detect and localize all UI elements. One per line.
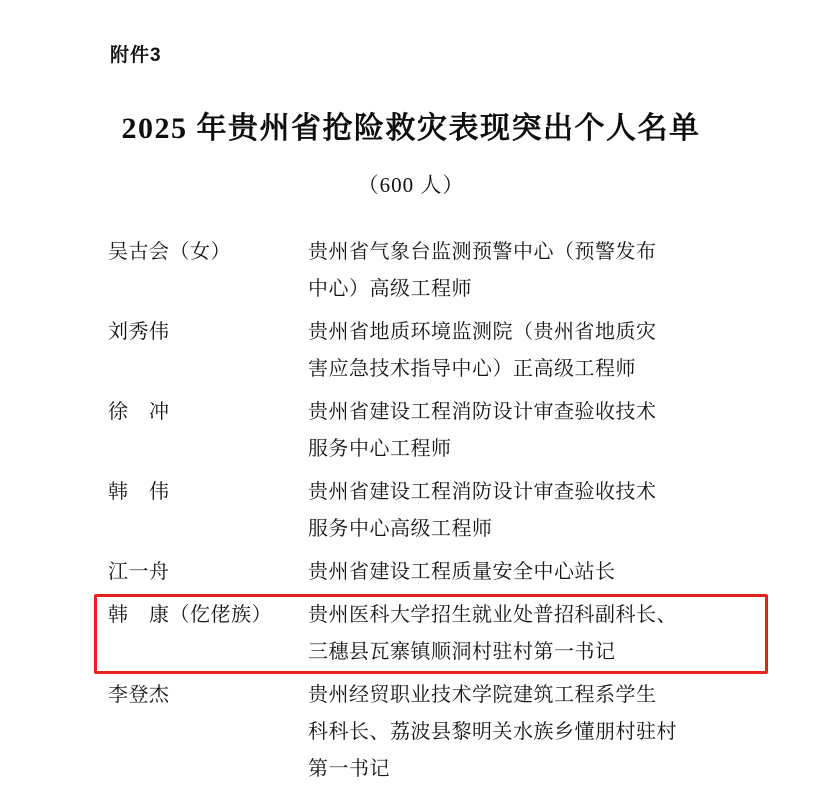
person-name: 李登杰 (108, 684, 170, 706)
affiliation-line: 害应急技术指导中心）正高级工程师 (308, 358, 636, 380)
affiliation-line: 贵州省建设工程消防设计审查验收技术 (308, 481, 657, 503)
affiliation-line: 贵州省建设工程质量安全中心站长 (308, 561, 616, 583)
affiliation-line: 贵州经贸职业技术学院建筑工程系学生 (308, 684, 657, 706)
page-subtitle: （600 人） (357, 173, 465, 197)
affiliation-line: 三穗县瓦寨镇顺洞村驻村第一书记 (308, 641, 616, 663)
list-item (108, 551, 752, 594)
affiliation-line: 贵州省气象台监测预警中心（预警发布 (308, 241, 657, 263)
person-name: 韩 康（仡佬族） (108, 604, 272, 626)
list-item (108, 594, 752, 674)
affiliation-line: 中心）高级工程师 (308, 278, 472, 300)
person-name: 江一舟 (108, 561, 170, 583)
affiliation-line: 服务中心工程师 (308, 438, 452, 460)
page-title: 2025 年贵州省抢险救灾表现突出个人名单 (121, 112, 701, 145)
person-affiliation (308, 314, 752, 388)
list-item (108, 231, 752, 311)
person-name: 刘秀伟 (108, 321, 170, 343)
affiliation-line: 服务中心高级工程师 (308, 518, 493, 540)
list-item (108, 311, 752, 391)
name-list (108, 231, 752, 791)
person-affiliation (308, 234, 752, 308)
person-affiliation (308, 474, 752, 548)
list-item (108, 391, 752, 471)
list-item (108, 674, 752, 791)
affiliation-line: 贵州省地质环境监测院（贵州省地质灾 (308, 321, 657, 343)
list-item (108, 471, 752, 551)
person-affiliation (308, 394, 752, 468)
person-affiliation (308, 597, 752, 671)
affiliation-line: 科科长、荔波县黎明关水族乡懂朋村驻村 (308, 721, 677, 743)
person-name: 吴古会（女） (108, 241, 231, 263)
person-affiliation (308, 677, 752, 788)
person-name: 韩 伟 (108, 481, 170, 503)
person-affiliation (308, 554, 752, 591)
affiliation-line: 贵州省建设工程消防设计审查验收技术 (308, 401, 657, 423)
affiliation-line: 第一书记 (308, 758, 390, 780)
attachment-label: 附件3 (110, 45, 162, 66)
affiliation-line: 贵州医科大学招生就业处普招科副科长、 (308, 604, 677, 626)
person-name: 徐 冲 (108, 401, 170, 423)
